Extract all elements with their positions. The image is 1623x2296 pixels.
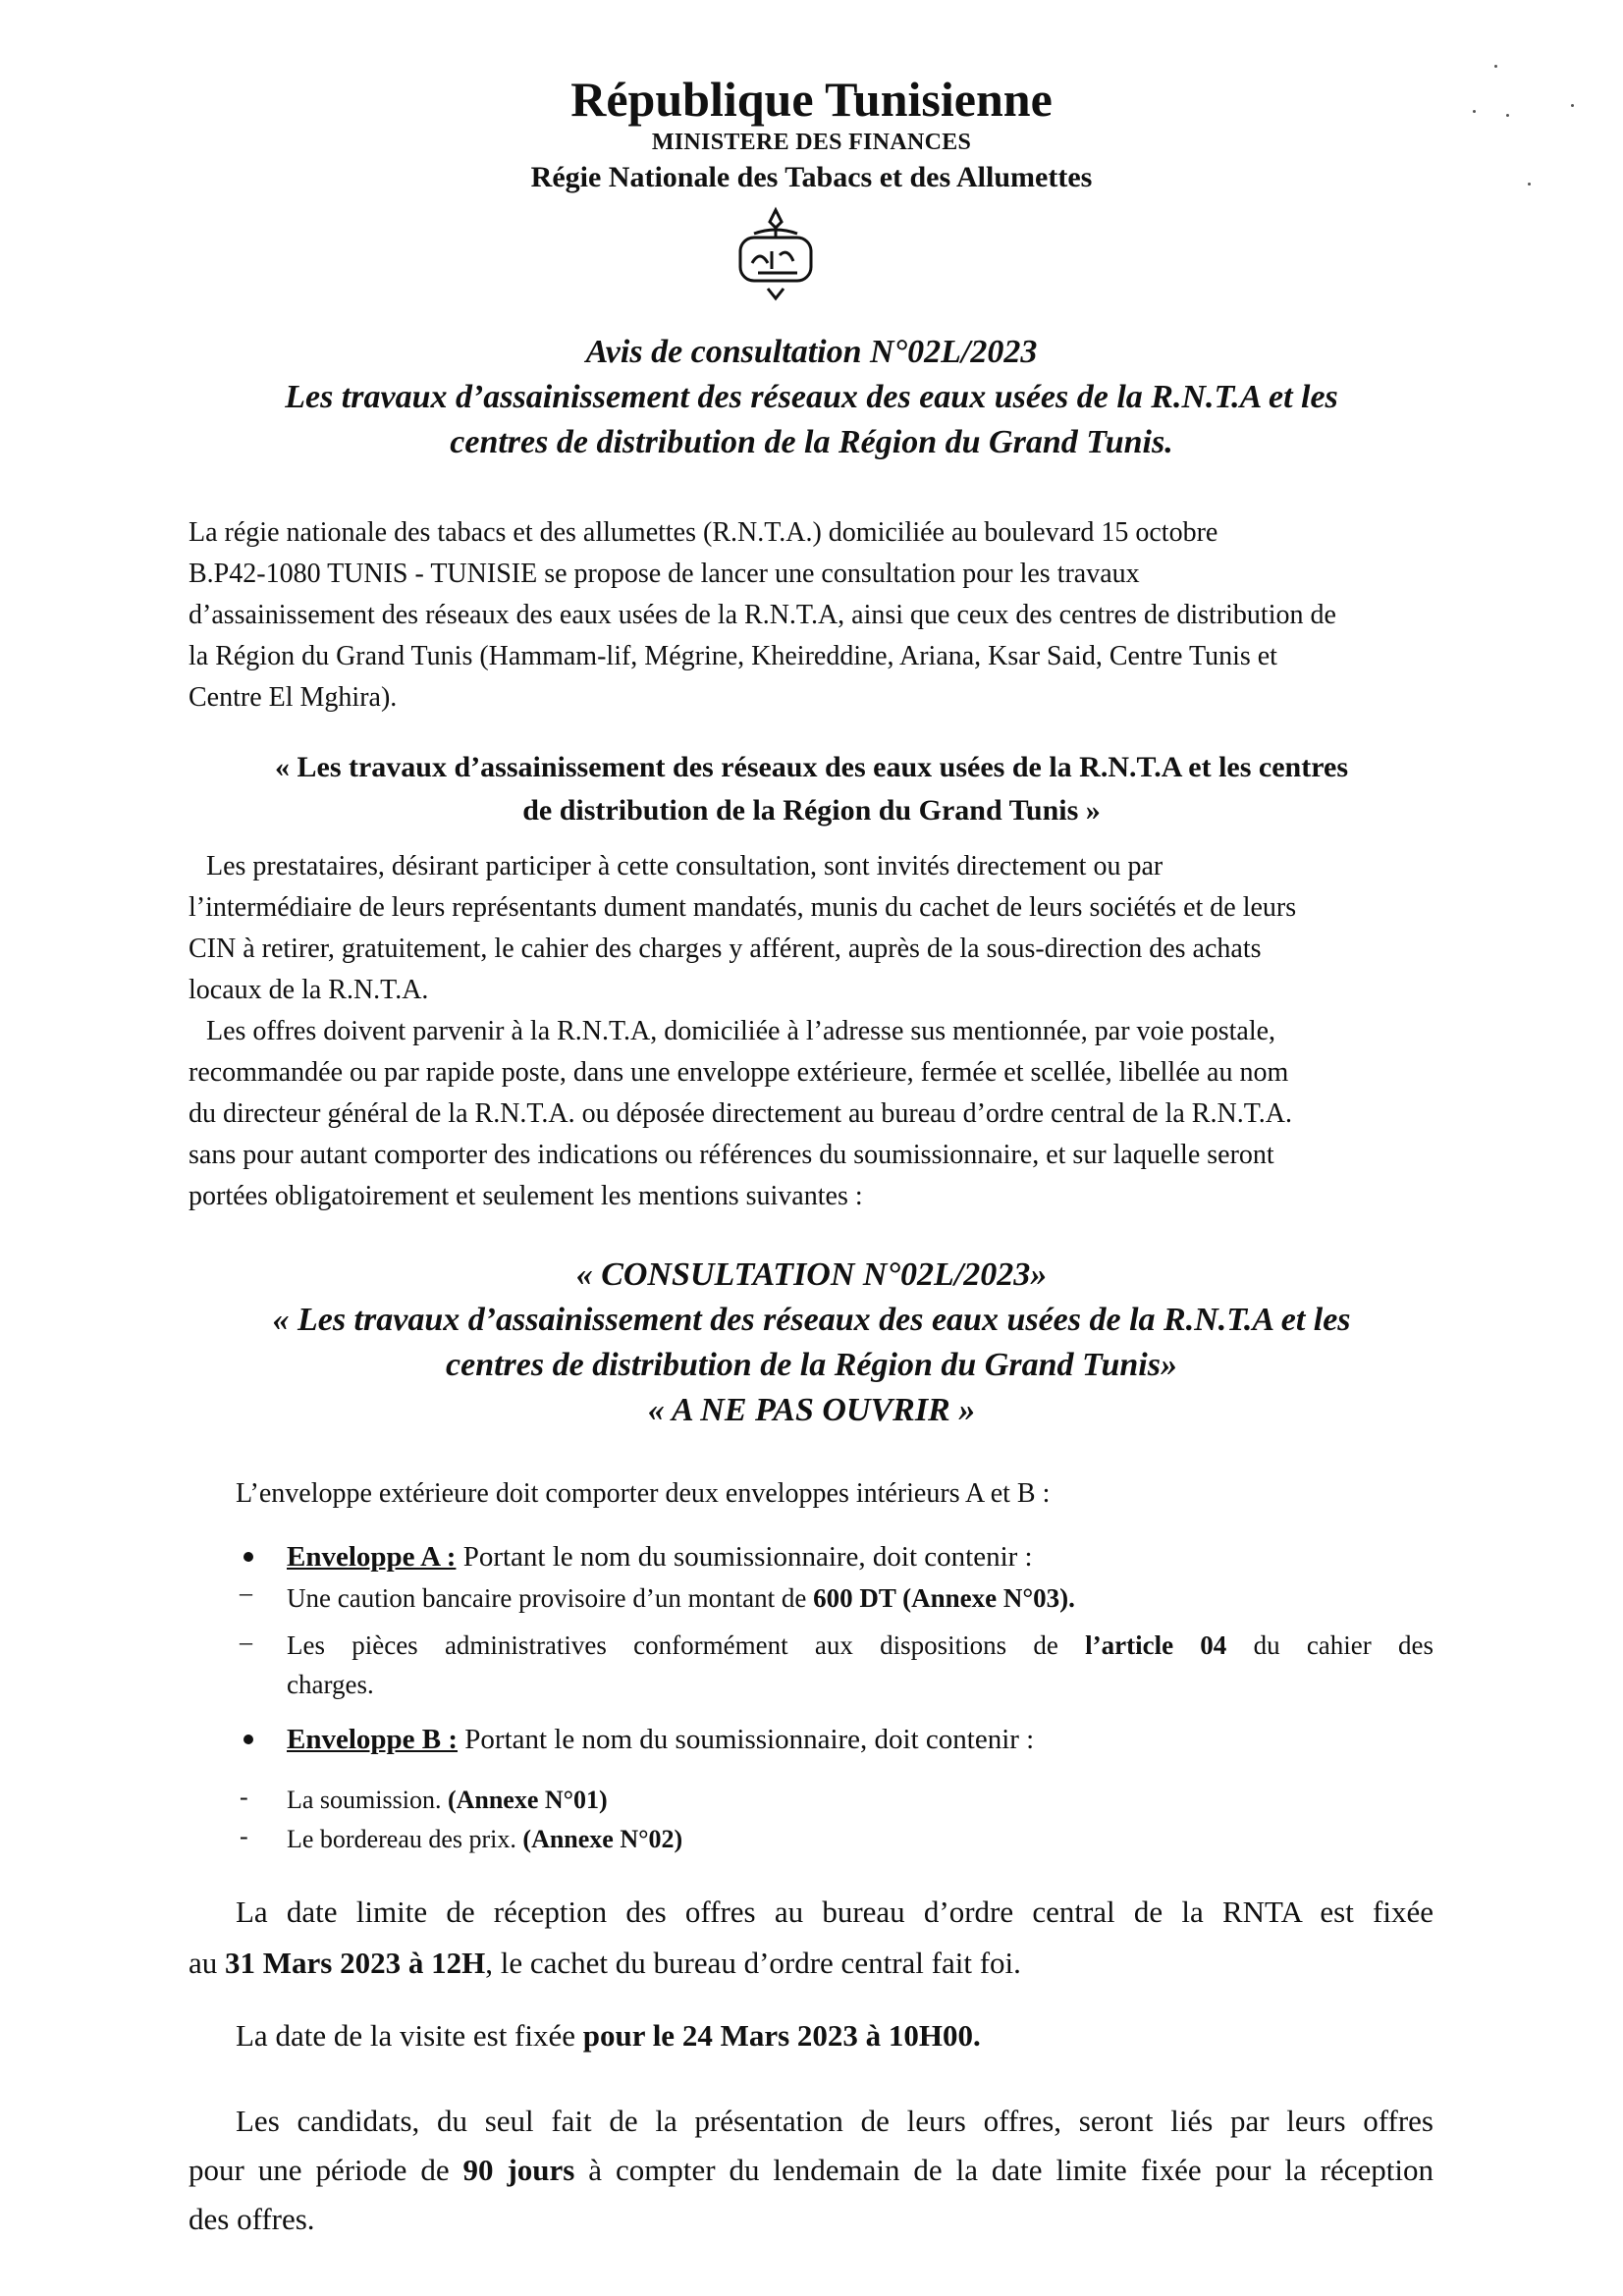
deadline-line2 (189, 1938, 1434, 1989)
dash-icon: – (240, 1578, 252, 1607)
avis-title-line1: Avis de consultation N°02L/2023 (585, 334, 1038, 370)
deadline-paragraph (189, 1887, 1434, 1989)
validity-duration: 90 jours (462, 2153, 575, 2187)
envelope-b-text: Portant le nom du soumissionnaire, doit contenir : (458, 1724, 1035, 1755)
providers-line: CIN à retirer, gratuitement, le cahier des charges y afférent, auprès de la sous-direction des achats (189, 934, 1262, 964)
envelope-a-item1-text: Une caution bancaire provisoire d’un montant de (287, 1583, 814, 1613)
rnta-emblem-icon (725, 204, 827, 306)
deadline-date: 31 Mars 2023 à 12H (225, 1946, 486, 1980)
deadline-line2-pre: au (189, 1946, 226, 1980)
offers-line: portées obligatoirement et seulement les mentions suivantes : (189, 1181, 863, 1211)
validity-line2 (189, 2146, 1434, 2195)
providers-paragraph (189, 846, 1434, 1011)
deadline-line1: La date limite de réception des offres au bureau d’ordre central de la RNTA est fixée (236, 1895, 1434, 1929)
validity-line2-pre: pour une période de (189, 2153, 463, 2187)
offers-line: Les offres doivent parvenir à la R.N.T.A, domiciliée à l’adresse sus mentionnée, par voie postale, (206, 1016, 1276, 1046)
envelope-a-item2-post: du cahier des (1226, 1630, 1434, 1660)
envelope-a-item2 (287, 1626, 1434, 1665)
dash-icon: – (240, 1628, 252, 1656)
intro-line: Centre El Mghira). (189, 682, 398, 713)
envelope-a-title: Enveloppe A : (287, 1541, 457, 1573)
offers-line: du directeur général de la R.N.T.A. ou déposée directement au bureau d’ordre central de la R.N.T.A. (189, 1098, 1292, 1129)
envelope-b-item1 (287, 1781, 608, 1820)
deadline-line2-post: , le cachet du bureau d’ordre central fait foi. (485, 1946, 1021, 1980)
validity-line3: des offres. (189, 2202, 315, 2236)
providers-line: Les prestataires, désirant participer à cette consultation, sont invités directement ou par (206, 851, 1163, 881)
intro-line: la Région du Grand Tunis (Hammam-lif, Mégrine, Kheireddine, Ariana, Ksar Said, Centre Tunis et (189, 641, 1277, 671)
intro-paragraph (189, 512, 1434, 719)
republic-title: République Tunisienne (570, 72, 1053, 127)
envelope-a-item1 (287, 1578, 1075, 1618)
visit-pre: La date de la visite est fixée (236, 2018, 583, 2053)
bullet-icon (243, 1552, 253, 1562)
consultation-line2: « Les travaux d’assainissement des réseaux des eaux usées de la R.N.T.A et les (272, 1302, 1351, 1338)
validity-paragraph (189, 2097, 1434, 2244)
envelope-a-item1-bold: 600 DT (Annexe N°03). (813, 1583, 1075, 1613)
intro-line: La régie nationale des tabacs et des allumettes (R.N.T.A.) domiciliée au boulevard 15 octobre (189, 517, 1218, 548)
consultation-line3: centres de distribution de la Région du Grand Tunis» (446, 1347, 1177, 1383)
envelope-a-item2-bold: l’article 04 (1085, 1630, 1227, 1660)
scan-speck (1494, 65, 1497, 68)
envelope-b-item2 (287, 1820, 682, 1859)
envelope-b-item1-bold: (Annexe N°01) (447, 1786, 608, 1814)
ministry-title: MINISTERE DES FINANCES (651, 130, 972, 155)
subject-line1: « Les travaux d’assainissement des réseaux des eaux usées de la R.N.T.A et les centres (275, 751, 1348, 783)
consultation-line1: « CONSULTATION N°02L/2023» (575, 1256, 1048, 1293)
envelope-a-item2-cont: charges. (287, 1670, 374, 1699)
envelope-a-heading (287, 1537, 1033, 1576)
dash-icon: - (240, 1783, 248, 1811)
validity-line1: Les candidats, du seul fait de la présentation de leurs offres, seront liés par leurs offres (236, 2104, 1434, 2138)
intro-line: d’assainissement des réseaux des eaux usées de la R.N.T.A, ainsi que ceux des centres de distribution de (189, 600, 1336, 630)
providers-line: locaux de la R.N.T.A. (189, 975, 429, 1005)
subject-line2: de distribution de la Région du Grand Tunis » (522, 794, 1101, 827)
avis-title-line2: Les travaux d’assainissement des réseaux des eaux usées de la R.N.T.A et les (285, 379, 1338, 415)
envelope-a-item2-text: Les pièces administratives conformément aux dispositions de (287, 1630, 1086, 1660)
consultation-line4: « A NE PAS OUVRIR » (647, 1392, 976, 1428)
envelope-a-text: Portant le nom du soumissionnaire, doit contenir : (456, 1541, 1033, 1573)
intro-line: B.P42-1080 TUNIS - TUNISIE se propose de lancer une consultation pour les travaux (189, 559, 1140, 589)
visit-date: pour le 24 Mars 2023 à 10H00. (582, 2018, 981, 2053)
offers-line: sans pour autant comporter des indications ou références du soumissionnaire, et sur laquelle seront (189, 1140, 1274, 1170)
visit-paragraph (236, 2010, 1434, 2061)
envelope-b-heading (287, 1720, 1034, 1759)
envelope-b-item1-text: La soumission. (287, 1786, 448, 1814)
envelope-b-title: Enveloppe B : (287, 1724, 459, 1755)
dash-icon: - (240, 1822, 248, 1850)
offers-paragraph (189, 1011, 1434, 1217)
providers-line: l’intermédiaire de leurs représentants dument mandatés, munis du cachet de leurs sociétés et de leurs (189, 892, 1297, 923)
envelopes-intro: L’enveloppe extérieure doit comporter deux enveloppes intérieurs A et B : (236, 1478, 1051, 1509)
validity-line2-post: à compter du lendemain de la date limite fixée pour la réception (574, 2153, 1434, 2187)
offers-line: recommandée ou par rapide poste, dans une enveloppe extérieure, fermée et scellée, libellée au nom (189, 1057, 1289, 1088)
avis-title-line3: centres de distribution de la Région du Grand Tunis. (450, 424, 1173, 460)
envelope-b-item2-bold: (Annexe N°02) (522, 1825, 683, 1853)
agency-title: Régie Nationale des Tabacs et des Allumettes (530, 161, 1093, 193)
bullet-icon (243, 1735, 253, 1744)
envelope-b-item2-text: Le bordereau des prix. (287, 1825, 523, 1853)
